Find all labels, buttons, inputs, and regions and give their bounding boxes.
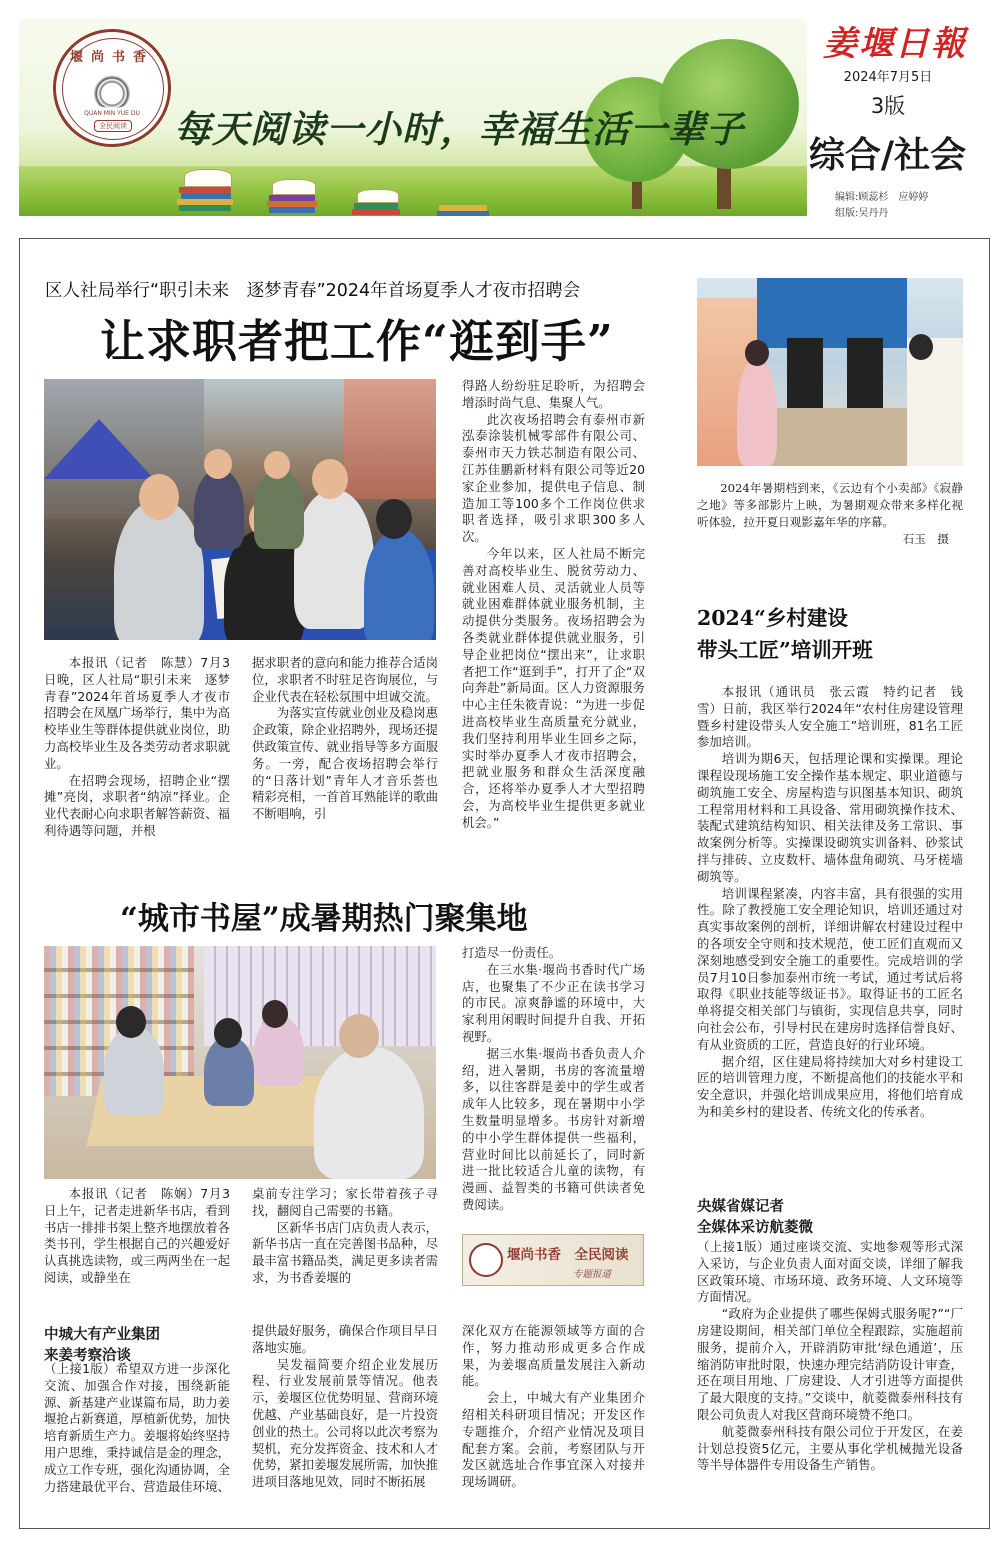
badge-sub-text: 专题报道 — [573, 1269, 612, 1280]
book-icon — [179, 205, 231, 211]
cmb-para: 深化双方在能源领域等方面的合作，努力推动形成更多合作成果，为姜堰高质量发展注入新动能。 — [462, 1323, 645, 1389]
open-book-icon — [272, 179, 316, 195]
article1-para: 此次夜场招聘会有泰州市新泓泰涂装机械零部件有限公司、泰州市天力铁芯制造有限公司、江苏佳鹏新材料有限公司等近20家企业参加，提供电子信息、制造加工等100多个工作岗位供求职者选择，吸引求职300多人次。 — [462, 411, 645, 545]
reading-logo — [53, 29, 171, 147]
badge-main-text: 堰尚书香 全民阅读 — [507, 1247, 629, 1263]
article2-para: 桌前专注学习；家长带着孩子寻找，翻阅自己需要的书籍。 — [252, 1186, 438, 1218]
article2-para: 打造尽一份责任。 — [462, 945, 562, 960]
reading-column-badge — [462, 1234, 644, 1286]
article2-para: 据三水集·堰尚书香负责人介绍，进入暑期，书房的客流量增多，以往客群是姜中的学生或者成年人比较多，现在暑期中小学生数量明显增多。书房针对新增的中小学生群体提供一些福利，营业时间比以前延长了，同时新进一批比较适合儿童的读物，有漫画、益智类的书籍可供读者免费阅读。 — [462, 1045, 645, 1212]
cmb-title-line2: 来姜考察洽谈 — [44, 1348, 131, 1364]
article1-para: 本报讯（记者 陈慧）7月3日晚，区人社局“职引未来 逐梦青春”2024年首场夏季人才夜市招聘会在凤凰广场举行，集中为高校毕业生等群体提供就业岗位，助力高校毕业生及各类劳动者求职就业。 — [44, 655, 230, 771]
reading-banner — [19, 19, 807, 216]
open-book-icon — [357, 189, 399, 203]
banner-slogan: 每天阅读一小时，幸福生活一辈子 — [174, 107, 744, 151]
editor-credit: 编辑:顾蕊杉 应婷婷 — [835, 192, 929, 203]
cmb-column-2 — [252, 1323, 438, 1523]
article1-para: 据求职者的意向和能力推荐合适岗位，求职者不时驻足咨询展位，与企业代表在轻松氛围中坦诚交流。 — [252, 655, 438, 704]
cmb-title-line1: 中城大有产业集团 — [44, 1327, 160, 1343]
cmb-para: 吴发福简要介绍企业发展历程、行业发展前景等情况。他表示，姜堰区位优势明显、营商环境优越、产业基础良好，是一片投资创业的热土。公司将以此次考察为契机，充分发挥资金、技术和人才优势，紧扣姜堰发展所需，加快推进项目落地见效，同时不断拓展 — [252, 1356, 438, 1490]
book-icon — [352, 209, 400, 215]
cmb-para: 会上，中城大有产业集团介绍相关科研项目情况；开发区作专题推介，介绍产业情况及项目配套方案。会前，考察团队与开发区就选址合作事宜深入对接并现场调研。 — [462, 1390, 645, 1490]
book-icon — [269, 207, 315, 213]
newspaper-name: 姜堰日報 — [823, 24, 967, 64]
bookstore-photo — [44, 946, 436, 1179]
article2-para: 本报讯（记者 陈娴）7月3日上午，记者走进新华书店，看到书店一排排书架上整齐地摆放着各类书刊，学生根据自己的兴趣爱好认真挑选读物，或三两两坐在一起阅读，或静坐在 — [44, 1186, 230, 1285]
cmb-para: （上接1版）希望双方进一步深化交流、加强合作对接，围绕新能源、新基建产业谋篇布局，助力姜堰抢占新赛道，厚植新优势，加快培育新质生产力。姜堰将始终坚持用户思维，秉持诚信是金的理念，成立工作专班，强化沟通协调，全力搭建最优平台、营造最佳环境、 — [44, 1361, 230, 1494]
media-para: “政府为企业提供了哪些保姆式服务呢?”“厂房建设期间，相关部门单位全程跟踪，实施超前服务，提前介入，开辟消防审批‘绿色通道’，压缩消防审批时限，快速办理完结消防设计审查，还在项目用地、厂房建设、人才引进等方面提供了最大限度的支持。”交谈中，航菱微泰州科技有限公司负责人对我区营商环境赞不绝口。 — [697, 1306, 963, 1422]
media-title-line2: 全媒体采访航菱微 — [697, 1220, 813, 1236]
article1-subtitle: 区人社局举行“职引未来 逐梦青春”2024年首场夏季人才夜市招聘会 — [45, 281, 581, 301]
village-article-body — [697, 684, 963, 1154]
village-title-line2: 带头工匠”培训开班 — [697, 638, 873, 662]
media-article-body — [697, 1239, 963, 1519]
article1-column-2 — [252, 655, 438, 845]
article2-title: “城市书屋”成暑期热门聚集地 — [120, 901, 528, 937]
media-para: （上接1版）通过座谈交流、实地参观等形式深入采访，与企业负责人面对面交谈，详细了解我区政策环境、市场环境、政务环境、人文环境等方面情况。 — [697, 1239, 963, 1305]
logo-wave-icon — [84, 72, 140, 108]
media-para: 航菱微泰州科技有限公司位于开发区，在姜计划总投资5亿元，主要从事化学机械抛光设备等半导体器件专用设备生产销售。 — [697, 1423, 963, 1473]
cmb-column-3 — [462, 1323, 645, 1523]
cinema-caption — [697, 480, 963, 548]
article1-para: 得路人纷纷驻足聆听，为招聘会增添时尚气息、集聚人气。 — [462, 378, 645, 410]
book-icon — [437, 211, 489, 216]
section-name: 综合/社会 — [808, 134, 967, 176]
article2-column-2 — [252, 1186, 438, 1296]
logo-text-top: 堰尚书香 — [69, 50, 154, 65]
article2-column-3 — [462, 945, 645, 1220]
village-para: 据介绍，区住建局将持续加大对乡村建设工匠的培训管理力度，不断提高他们的技能水平和安全意识，并强化培训成果应用，将他们培育成为和美乡村的建设者、传统文化的传承者。 — [697, 1053, 963, 1119]
article2-column-1 — [44, 1186, 230, 1296]
cinema-caption-credit: 石玉 摄 — [902, 532, 949, 546]
article1-para: 为落实宣传就业创业及稳岗惠企政策，除企业招聘外，现场还提供政策宣传、就业指导等多方面服务。一旁，配合夜场招聘会举行的“日落计划”青年人才音乐荟也精彩亮相，一首首耳熟能详的歌曲不断唱响，引 — [252, 705, 438, 822]
article2-para: 区新华书店门店负责人表示，新华书店一直在完善图书品种，尽最丰富书籍品类，满足更多读者需求，为书香姜堰的 — [252, 1219, 438, 1285]
article1-column-1 — [44, 655, 230, 845]
article2-para: 在三水集·堰尚书香时代广场店，也聚集了不少正在读书学习的市民。凉爽静谧的环境中，大家利用闲暇时间提升自我、开拓视野。 — [462, 961, 645, 1044]
layout-credit: 组版:吴丹丹 — [835, 208, 889, 219]
badge-logo-icon — [469, 1243, 503, 1277]
banner-grass — [19, 166, 807, 216]
cinema-photo — [697, 278, 963, 466]
edition-number: 3版 — [870, 94, 906, 118]
cmb-column-1 — [44, 1361, 230, 1521]
article1-para: 今年以来，区人社局不断完善对高校毕业生、脱贫劳动力、就业困难人员、灵活就业人员等就业困难群体就业服务机制，主动提供分类服务。夜场招聘会为各类就业群体提供就业服务，引导企业把岗位“摆出来”，让求职者把工作“逛到手”，打开了企“双向奔赴”新局面。区人力资源服务中心主任朱筱青说：“为进一步促进高校毕业生高质量充分就业，我们坚持利用毕业生回乡之际，实时举办夏季人才夜市招聘会，把就业服务和群众生活深度融合，还将举办夏季人才大型招聘会，为高校毕业生提供更多就业机会。” — [462, 545, 645, 830]
media-title-line1: 央媒省媒记者 — [697, 1199, 784, 1215]
job-fair-photo — [44, 379, 436, 640]
article1-para: 在招聘会现场，招聘企业“摆摊”亮岗，求职者“纳凉”择业。企业代表耐心向求职者解答薪资、福利待遇等问题，并根 — [44, 772, 230, 838]
village-para: 培训为期6天，包括理论课和实操课。理论课程设现场施工安全操作基本规定、职业道德与砌筑施工安全、房屋构造与识图基本知识、砌筑工程常用材料和工具设备、常用砌筑操作技术、装配式建筑结构知识、相关法律及务工常识、事故案例分析等。实操课设砌筑实训备料、砂浆试拌与排砖、立皮数杆、墙体盘角砌筑、马牙槎墙砌筑等。 — [697, 751, 963, 884]
village-title-line1: 2024“乡村建设 — [697, 606, 848, 630]
village-para: 本报讯（通讯员 张云霞 特约记者 钱雪）日前，我区举行2024年“农村住房建设管理暨乡村建设带头人安全施工”培训班，81名工匠参加培训。 — [697, 684, 963, 750]
article1-title: 让求职者把工作“逛到手” — [100, 315, 614, 368]
logo-seal: 全民阅读 — [94, 120, 132, 132]
article1-column-3 — [462, 378, 645, 848]
open-book-icon — [184, 169, 232, 187]
village-para: 培训课程紧凑，内容丰富，具有很强的实用性。除了教授施工安全理论知识，培训还通过对真实事故案例的剖析，详细讲解农村建设过程中的各项安全守则和技术规范，使工匠们直观而又深刻地感受到安全施工的重要性。完成培训的学员7月10日参加泰州市统一考试，通过考试后将取得《职业技能等级证书》。取得证书的工匠名单将提交相关部门与镇街，实现信息共享，同时向社会公布，引导村民在建房时选择信誉良好、有从业资质的工匠，营造良好的行业环境。 — [697, 885, 963, 1052]
cinema-caption-text: 2024年暑期档到来，《云边有个小卖部》《寂静之地》等多部影片上映，为暑期观众带来多样化视听体验，拉开夏日观影嘉年华的序幕。 — [697, 481, 963, 529]
logo-text-bottom: QUAN MIN YUE DU — [84, 110, 140, 117]
issue-date: 2024年7月5日 — [843, 70, 933, 85]
cmb-para: 提供最好服务，确保合作项目早日落地实施。 — [252, 1323, 438, 1355]
